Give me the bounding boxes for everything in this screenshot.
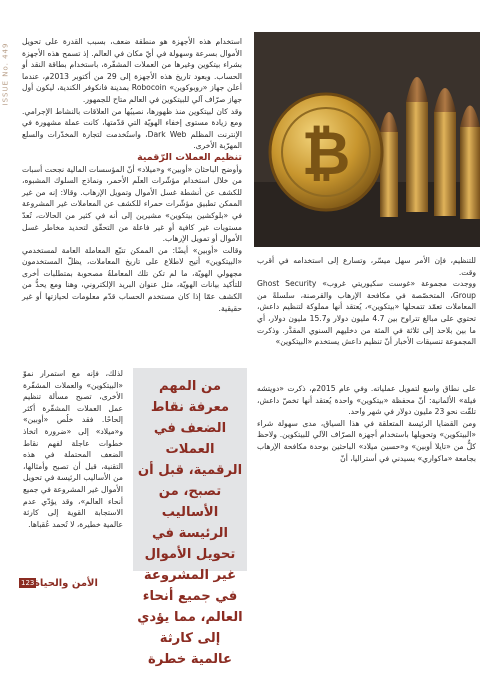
article-column-left-mid	[257, 255, 476, 348]
bitcoin-photo-illustration	[254, 32, 480, 247]
paragraph: على نطاق واسع لتمويل عملياته. وفي عام 2015م، ذكرت «دويتشه فيلة» الألمانية: أنّ محفظة «بيتكوين» واحدة يُعتقد أنها تخصّ داعش، تلقّت نحو 23 مليون دولار في شهر واحد.	[257, 384, 476, 417]
paragraph: استخدام هذه الأجهزة هو منطقة ضعف، بسبب القدرة على تحويل الأموال بسرعة وسهولة في أيّ مكان في العالم. إذ تسمح هذه الأجهزة بشراء بيتكوين وغيرها من العملات المشفّرة، باستخدام بطاقة النقد أو الحساب. وبعود تاريخ هذه الأجهزة إلى 29 من أكتوبر 2013م، عندما أعلن جهاز «روبوكوين» Robocoin بمدينة فانكوفر الكندية، ليكون أول جهاز صرّاف آلي للبيتكوين في العالم متاح للجمهور.	[22, 37, 242, 104]
magazine-title: الأمن والحياة	[34, 578, 98, 589]
paragraph: وأوضح الباحثان «أوبين» و«ميلاد» أنّ المؤسسات المالية نجحت أسبات من خلال استخدام مؤشّرات العلَم الأحمر، ونماذج السلوك المشبوه، للكشف عن أنشطة غسل الأموال وتمويل الإرهاب. وقالا: إنه من غير الممكن تطبيق مؤشّرات حمراء للكشف عن المعاملات غير المشروعة في «بلوكشين بيتكوين» مشيرين إلى أنه في كثير من الحالات، تُعدّ مستويات غير كافية أو غير فاعلة من التحقّق لتحديد مخاطر غسل الأموال أو تمويل الإرهاب.	[22, 164, 242, 244]
paragraph: ومن القضايا الرئيسة المتعلقة في هذا السياق، مدى سهولة شراء «البيتكوين» وتحويلها باستخدام أجهزة الصرّاف الآلي للبيتكوين. ولاحظ كلٌّ من «تايلا أوبين» و«حسين ميلاد» الباحثين بوحدة مكافحة الإرهاب بجامعة «ماكواري» بسيدني في أستراليا، أنّ	[257, 418, 476, 463]
page-footer	[0, 574, 480, 594]
paragraph: لذلك، فإنه مع استمرار نموّ «البيتكوين» والعملات المشفّرة الأخرى، تصبح مسألة تنظيم عمل العملات المشفّرة أكثر إلحاحًا. فقد خلُص «أوبين» و«ميلاد» إلى «ضرورة اتخاذ خطوات عاجلة لفهم نقاط الضعف المحتملة في هذه التقنية، قبل أن تصبح وأمثالها، من الأساليب الرئيسة في تحويل الأموال غير المشروعة في جميع أنحاء العالم»، وقد يؤدّي عدم الاستجابة القوية إلى كارثة عالمية خطيرة، لا تُحمد عُقباها.	[23, 369, 123, 529]
bullet-icon	[406, 77, 428, 212]
issue-label	[1, 40, 18, 120]
paragraph: وقد كان لبيتكوين منذ ظهورها، نصيبُها من العلاقات بالنشاط الإجرامي. ومع زيادة مستوى إخفاء الهويّة التي قدّمتها، كانت عملة مشهورة في الإنترنت المظلم Dark Web، واستُخدمت لتجارة المخدّرات والسلع المهرّبة الأخرى.	[22, 106, 243, 151]
issue-number-text: ISSUE No. 449	[1, 42, 10, 106]
bitcoin-bullets-photo	[254, 32, 480, 247]
paragraph: ووجدت مجموعة «غوست سكيوريتي غروب» Ghost Security Group، المتخصّصة في مكافحة الإرهاب والقرصنة، سلسلةً من المعاملات تعمّد تتمحلها «بيتكوين»، يُعتقد أنها مملوكة لتنظيم داعش، تحتوي على مبالغ تتراوح بين 4.7 مليون دولار و15.7 مليون دولار، أي ما بين بلاحد إلى ثلاثة في المئة من دخليهم السنوي المقدَّر. وذكرت المجموعة تنسيقات الأخبار أنّ تنظيم داعش يستخدم «البيتكوين»	[257, 279, 477, 347]
svg-text:₿: ₿	[301, 119, 351, 189]
article-column-right-low	[23, 368, 123, 530]
section-heading: تنظيم العملات الرّقمية	[137, 151, 242, 163]
paragraph: للتنظيم، فإن الأمر سهل ميسّر، وتسارع إلى استخدامه في أقرب وقت.	[257, 256, 476, 277]
paragraph: وقالت «أوبين» أيضًا: من الممكن تتبّع المعاملة العامة لمستخدمي «البيتكوين» أتيح لاطلاع على تاريخ المعاملات، يظلّ المستخدمون مجهولي الهويّة، ما لم تكن تلك المعاملةُ مصحوبة بمتطلبات أخرى للتأكيد بيانات الهويّة، مثل عنوان البريد الإلكتروني، وهنا ومع يحدُّ من الكشف عمّا إذا كان مستخدم الحساب قدّم معلومات لحيازتها أو غير حقيقية.	[22, 245, 242, 313]
pull-quote	[133, 368, 247, 667]
page-number: 123	[21, 579, 35, 587]
pull-quote-text: من المهم معرفة نقاط الضعف في العملات الرقمية، قبل أن تصبح، من الأساليب الرئيسة في تحويل الأموال غير المشروعة في جميع أنحاء العالم، مما يؤدي إلى كارثة عالمية خطرة	[137, 379, 243, 667]
article-column-left-low	[257, 383, 476, 464]
article-column-right-top	[22, 36, 242, 314]
